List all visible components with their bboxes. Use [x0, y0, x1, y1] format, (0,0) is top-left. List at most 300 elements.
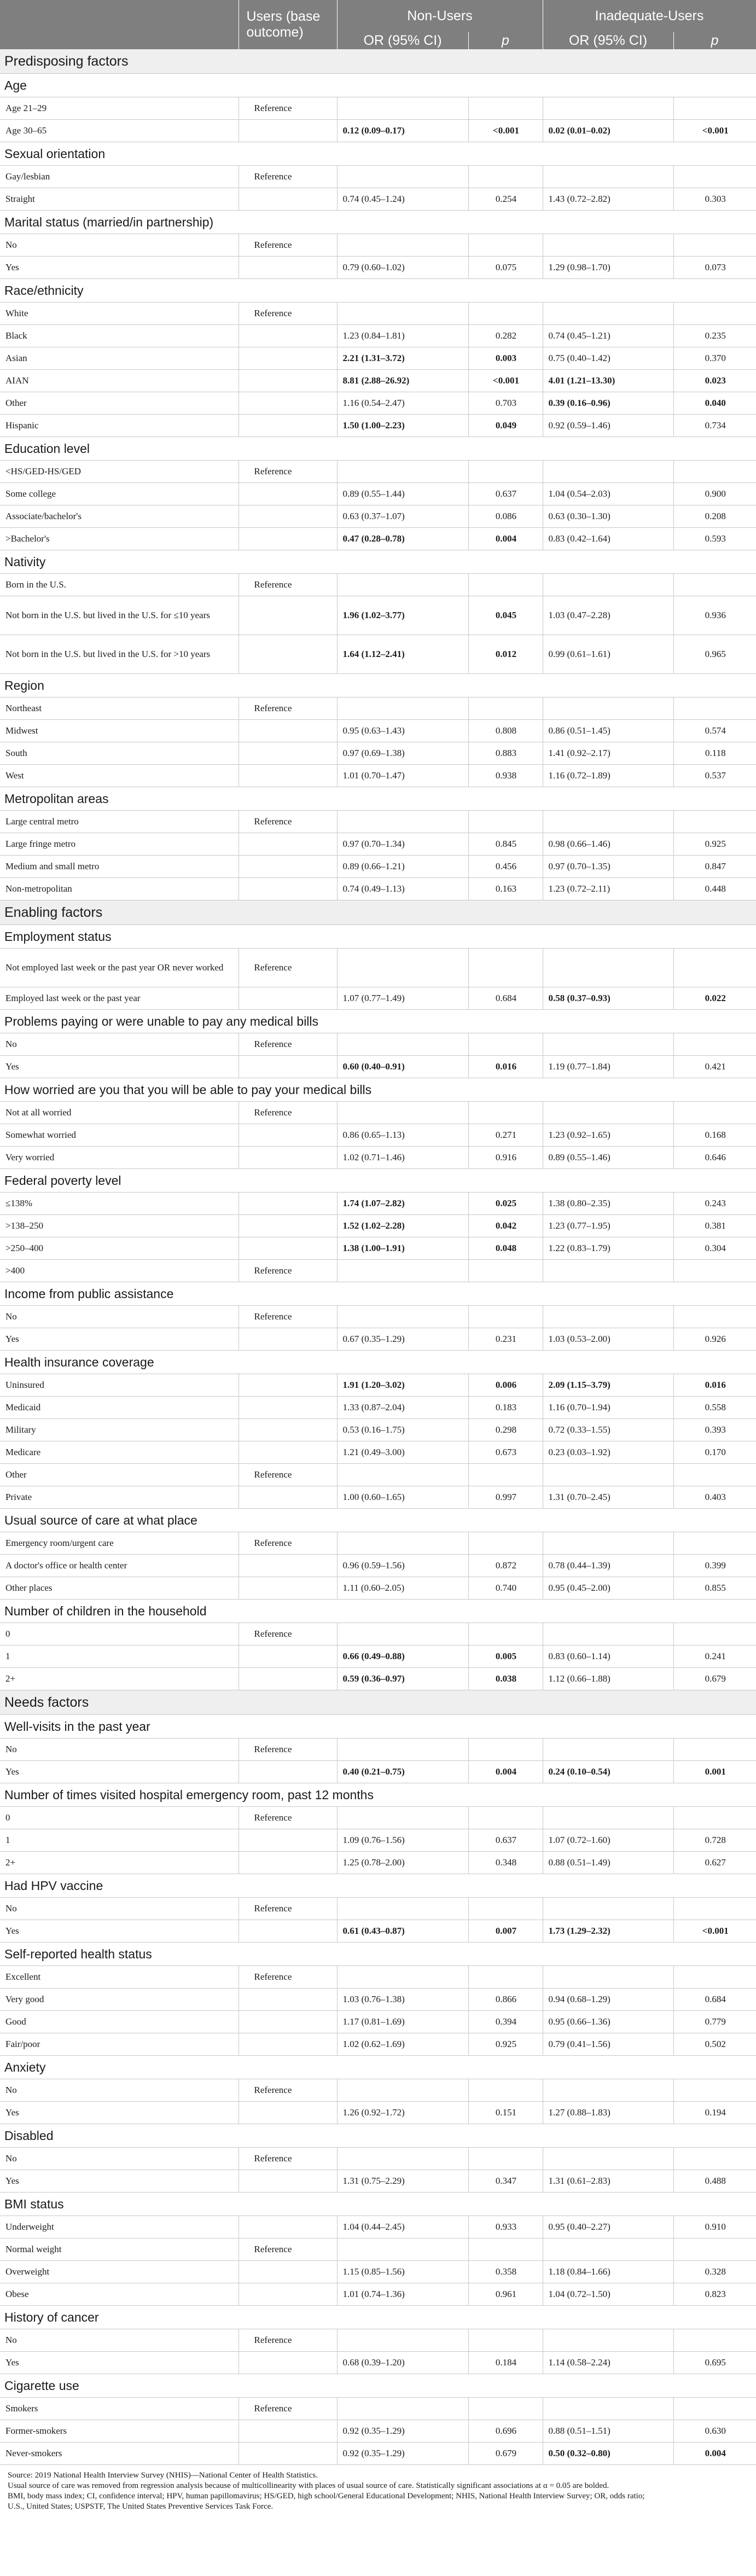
row-label: Emergency room/urgent care — [0, 1532, 239, 1555]
row-label: Not at all worried — [0, 1102, 239, 1124]
non-users-or-cell: 0.47 (0.28–0.78) — [337, 528, 468, 550]
non-users-or-cell: 1.15 (0.85–1.56) — [337, 2261, 468, 2283]
reference-cell — [239, 856, 337, 878]
reference-cell: Reference — [239, 303, 337, 325]
reference-cell: Reference — [239, 697, 337, 720]
inadequate-users-or-cell — [543, 461, 673, 483]
non-users-p-cell: 0.883 — [468, 742, 543, 765]
non-users-p-cell: 0.866 — [468, 1988, 543, 2011]
table-row — [0, 1920, 756, 1943]
table-row — [0, 1419, 756, 1441]
table-row — [0, 1988, 756, 2011]
inadequate-users-p-cell: 0.001 — [673, 1761, 756, 1783]
non-users-p-cell — [468, 1102, 543, 1124]
non-users-p-cell: 0.298 — [468, 1419, 543, 1441]
inadequate-users-or-cell — [543, 1102, 673, 1124]
non-users-p-cell — [468, 2079, 543, 2102]
table-row — [0, 1577, 756, 1600]
non-users-or-cell: 1.02 (0.62–1.69) — [337, 2033, 468, 2056]
non-users-p-cell — [468, 1464, 543, 1486]
reference-cell — [239, 987, 337, 1010]
table-row — [0, 697, 756, 720]
non-users-or-cell: 1.23 (0.84–1.81) — [337, 325, 468, 347]
group-heading: Sexual orientation — [0, 142, 756, 166]
row-label: >250–400 — [0, 1237, 239, 1260]
non-users-or-cell: 0.67 (0.35–1.29) — [337, 1328, 468, 1351]
group-heading: Age — [0, 74, 756, 97]
table-row — [0, 1102, 756, 1124]
non-users-p-cell: 0.004 — [468, 1761, 543, 1783]
inadequate-users-p-cell: 0.073 — [673, 257, 756, 279]
inadequate-users-p-cell: 0.381 — [673, 1215, 756, 1237]
reference-cell: Reference — [239, 461, 337, 483]
header-or-ci-1: OR (95% CI) — [337, 32, 468, 49]
non-users-p-cell: 0.696 — [468, 2420, 543, 2443]
inadequate-users-or-cell: 1.18 (0.84–1.66) — [543, 2261, 673, 2283]
non-users-or-cell — [337, 1102, 468, 1124]
group-row — [0, 1600, 756, 1623]
inadequate-users-p-cell: 0.695 — [673, 2352, 756, 2374]
row-label: Yes — [0, 2170, 239, 2193]
non-users-p-cell: 0.394 — [468, 2011, 543, 2033]
group-heading: Disabled — [0, 2124, 756, 2148]
inadequate-users-p-cell: 0.022 — [673, 987, 756, 1010]
reference-cell — [239, 833, 337, 856]
reference-cell — [239, 2352, 337, 2374]
row-label: Black — [0, 325, 239, 347]
inadequate-users-p-cell: 0.304 — [673, 1237, 756, 1260]
reference-cell — [239, 1920, 337, 1943]
group-row — [0, 1169, 756, 1193]
row-label: Non-metropolitan — [0, 878, 239, 900]
inadequate-users-p-cell: 0.855 — [673, 1577, 756, 1600]
non-users-or-cell — [337, 1464, 468, 1486]
inadequate-users-or-cell: 1.19 (0.77–1.84) — [543, 1056, 673, 1078]
non-users-p-cell — [468, 1260, 543, 1282]
non-users-or-cell — [337, 697, 468, 720]
group-row — [0, 787, 756, 811]
inadequate-users-or-cell — [543, 234, 673, 257]
inadequate-users-p-cell — [673, 811, 756, 833]
group-row — [0, 1943, 756, 1966]
row-label: Large central metro — [0, 811, 239, 833]
non-users-or-cell — [337, 303, 468, 325]
inadequate-users-or-cell: 0.79 (0.41–1.56) — [543, 2033, 673, 2056]
non-users-or-cell: 1.64 (1.12–2.41) — [337, 635, 468, 674]
inadequate-users-or-cell: 0.50 (0.32–0.80) — [543, 2443, 673, 2465]
row-label: Never-smokers — [0, 2443, 239, 2465]
non-users-or-cell: 0.60 (0.40–0.91) — [337, 1056, 468, 1078]
group-row — [0, 2306, 756, 2329]
table-notes — [0, 2465, 756, 2512]
non-users-p-cell: 0.016 — [468, 1056, 543, 1078]
non-users-or-cell: 1.38 (1.00–1.91) — [337, 1237, 468, 1260]
non-users-or-cell — [337, 97, 468, 120]
non-users-or-cell: 1.52 (1.02–2.28) — [337, 1215, 468, 1237]
reference-cell — [239, 1328, 337, 1351]
non-users-p-cell — [468, 234, 543, 257]
inadequate-users-or-cell — [543, 303, 673, 325]
inadequate-users-or-cell: 0.98 (0.66–1.46) — [543, 833, 673, 856]
row-label: Obese — [0, 2283, 239, 2306]
reference-cell — [239, 878, 337, 900]
inadequate-users-or-cell: 1.23 (0.92–1.65) — [543, 1124, 673, 1147]
non-users-p-cell — [468, 1966, 543, 1988]
non-users-or-cell: 0.97 (0.70–1.34) — [337, 833, 468, 856]
non-users-or-cell: 0.92 (0.35–1.29) — [337, 2443, 468, 2465]
row-label: Age 30–65 — [0, 120, 239, 142]
non-users-p-cell — [468, 1306, 543, 1328]
section-row — [0, 1690, 756, 1715]
inadequate-users-or-cell: 0.63 (0.30–1.30) — [543, 505, 673, 528]
non-users-or-cell: 0.12 (0.09–0.17) — [337, 120, 468, 142]
table-row — [0, 505, 756, 528]
row-label: Yes — [0, 2102, 239, 2124]
table-row — [0, 1645, 756, 1668]
table-row — [0, 1532, 756, 1555]
inadequate-users-p-cell: 0.537 — [673, 765, 756, 787]
group-row — [0, 1715, 756, 1738]
reference-cell — [239, 1668, 337, 1690]
inadequate-users-p-cell — [673, 2148, 756, 2170]
inadequate-users-or-cell — [543, 1738, 673, 1761]
inadequate-users-or-cell: 1.14 (0.58–2.24) — [543, 2352, 673, 2374]
non-users-or-cell: 1.16 (0.54–2.47) — [337, 392, 468, 415]
inadequate-users-or-cell: 0.86 (0.51–1.45) — [543, 720, 673, 742]
non-users-or-cell: 0.63 (0.37–1.07) — [337, 505, 468, 528]
reference-cell — [239, 1124, 337, 1147]
inadequate-users-p-cell: <0.001 — [673, 1920, 756, 1943]
inadequate-users-or-cell — [543, 697, 673, 720]
non-users-or-cell: 1.21 (0.49–3.00) — [337, 1441, 468, 1464]
reference-cell — [239, 2283, 337, 2306]
group-heading: Federal poverty level — [0, 1169, 756, 1193]
note-abbreviations: BMI, body mass index; CI, confidence interval; HPV, human papillomavirus; HS/GED, high school/General Educational Development; NHIS, National Health Interview Survey; OR, odds ratio; — [8, 2492, 645, 2501]
group-row — [0, 1010, 756, 1033]
inadequate-users-or-cell — [543, 2148, 673, 2170]
non-users-or-cell: 1.09 (0.76–1.56) — [337, 1829, 468, 1852]
table-row — [0, 765, 756, 787]
non-users-or-cell: 8.81 (2.88–26.92) — [337, 370, 468, 392]
inadequate-users-p-cell — [673, 97, 756, 120]
group-row — [0, 279, 756, 303]
row-label: 0 — [0, 1623, 239, 1645]
reference-cell: Reference — [239, 1260, 337, 1282]
non-users-or-cell — [337, 1807, 468, 1829]
reference-cell — [239, 2216, 337, 2238]
reference-cell — [239, 635, 337, 674]
non-users-or-cell: 1.33 (0.87–2.04) — [337, 1397, 468, 1419]
non-users-p-cell: 0.086 — [468, 505, 543, 528]
non-users-p-cell: 0.348 — [468, 1852, 543, 1874]
inadequate-users-or-cell: 1.22 (0.83–1.79) — [543, 1237, 673, 1260]
table-row — [0, 2170, 756, 2193]
reference-cell: Reference — [239, 1898, 337, 1920]
table-row — [0, 635, 756, 674]
row-label: 1 — [0, 1829, 239, 1852]
non-users-or-cell: 1.17 (0.81–1.69) — [337, 2011, 468, 2033]
non-users-p-cell: 0.183 — [468, 1397, 543, 1419]
non-users-or-cell: 1.31 (0.75–2.29) — [337, 2170, 468, 2193]
group-row — [0, 550, 756, 574]
non-users-p-cell: 0.637 — [468, 1829, 543, 1852]
non-users-or-cell — [337, 1898, 468, 1920]
non-users-or-cell: 1.01 (0.74–1.36) — [337, 2283, 468, 2306]
non-users-or-cell — [337, 166, 468, 188]
non-users-p-cell: 0.456 — [468, 856, 543, 878]
row-label: Yes — [0, 1920, 239, 1943]
non-users-or-cell: 0.89 (0.55–1.44) — [337, 483, 468, 505]
reference-cell — [239, 720, 337, 742]
table-row — [0, 2238, 756, 2261]
inadequate-users-or-cell: 4.01 (1.21–13.30) — [543, 370, 673, 392]
non-users-or-cell: 1.07 (0.77–1.49) — [337, 987, 468, 1010]
table-row — [0, 1033, 756, 1056]
reference-cell — [239, 325, 337, 347]
non-users-or-cell: 2.21 (1.31–3.72) — [337, 347, 468, 370]
inadequate-users-or-cell: 1.07 (0.72–1.60) — [543, 1829, 673, 1852]
inadequate-users-p-cell: 0.168 — [673, 1124, 756, 1147]
note-usual-source: Usual source of care was removed from regression analysis because of multicollinearity with places of usual source of care. Statistically significant associations at α = 0.05 are bolded. — [8, 2481, 609, 2490]
row-label: 1 — [0, 1645, 239, 1668]
non-users-or-cell: 0.89 (0.66–1.21) — [337, 856, 468, 878]
table-row — [0, 234, 756, 257]
row-label: No — [0, 1033, 239, 1056]
non-users-p-cell: 0.703 — [468, 392, 543, 415]
inadequate-users-p-cell: 0.910 — [673, 2216, 756, 2238]
non-users-or-cell: 1.25 (0.78–2.00) — [337, 1852, 468, 1874]
inadequate-users-or-cell: 1.23 (0.77–1.95) — [543, 1215, 673, 1237]
inadequate-users-p-cell: <0.001 — [673, 120, 756, 142]
inadequate-users-or-cell: 1.23 (0.72–2.11) — [543, 878, 673, 900]
reference-cell — [239, 415, 337, 437]
reference-cell — [239, 257, 337, 279]
inadequate-users-p-cell — [673, 1898, 756, 1920]
table-row — [0, 528, 756, 550]
inadequate-users-or-cell: 0.58 (0.37–0.93) — [543, 987, 673, 1010]
reference-cell — [239, 1237, 337, 1260]
reference-cell: Reference — [239, 1738, 337, 1761]
group-row — [0, 2124, 756, 2148]
non-users-p-cell — [468, 949, 543, 987]
inadequate-users-or-cell — [543, 574, 673, 596]
non-users-or-cell: 0.53 (0.16–1.75) — [337, 1419, 468, 1441]
table-row — [0, 1193, 756, 1215]
group-row — [0, 1351, 756, 1374]
inadequate-users-or-cell: 0.89 (0.55–1.46) — [543, 1147, 673, 1169]
inadequate-users-or-cell: 1.73 (1.29–2.32) — [543, 1920, 673, 1943]
group-heading: Number of children in the household — [0, 1600, 756, 1623]
reference-cell — [239, 483, 337, 505]
inadequate-users-p-cell — [673, 2079, 756, 2102]
table-row — [0, 2102, 756, 2124]
group-heading: Employment status — [0, 925, 756, 949]
reference-cell: Reference — [239, 2329, 337, 2352]
non-users-or-cell — [337, 2329, 468, 2352]
non-users-or-cell: 1.11 (0.60–2.05) — [337, 1577, 468, 1600]
non-users-or-cell — [337, 2079, 468, 2102]
table-row — [0, 1306, 756, 1328]
row-label: White — [0, 303, 239, 325]
inadequate-users-or-cell: 0.88 (0.51–1.49) — [543, 1852, 673, 1874]
non-users-p-cell — [468, 303, 543, 325]
reference-cell: Reference — [239, 1033, 337, 1056]
row-label: A doctor's office or health center — [0, 1555, 239, 1577]
non-users-or-cell: 0.40 (0.21–0.75) — [337, 1761, 468, 1783]
inadequate-users-p-cell: 0.004 — [673, 2443, 756, 2465]
row-label: Medicaid — [0, 1397, 239, 1419]
note-abbreviations-cont: U.S., United States; USPSTF, The United States Preventive Services Task Force. — [8, 2502, 274, 2511]
inadequate-users-or-cell: 0.24 (0.10–0.54) — [543, 1761, 673, 1783]
inadequate-users-or-cell: 0.39 (0.16–0.96) — [543, 392, 673, 415]
inadequate-users-p-cell: 0.847 — [673, 856, 756, 878]
non-users-p-cell — [468, 166, 543, 188]
non-users-p-cell: 0.004 — [468, 528, 543, 550]
row-label: No — [0, 1306, 239, 1328]
inadequate-users-p-cell: 0.393 — [673, 1419, 756, 1441]
group-heading: Anxiety — [0, 2056, 756, 2079]
inadequate-users-p-cell: 0.421 — [673, 1056, 756, 1078]
reference-cell — [239, 2443, 337, 2465]
reference-cell — [239, 1761, 337, 1783]
non-users-p-cell: 0.872 — [468, 1555, 543, 1577]
non-users-p-cell: 0.933 — [468, 2216, 543, 2238]
non-users-or-cell: 1.04 (0.44–2.45) — [337, 2216, 468, 2238]
inadequate-users-or-cell — [543, 811, 673, 833]
group-heading: Usual source of care at what place — [0, 1509, 756, 1532]
inadequate-users-p-cell — [673, 234, 756, 257]
non-users-p-cell — [468, 1898, 543, 1920]
reference-cell — [239, 1193, 337, 1215]
group-heading: Race/ethnicity — [0, 279, 756, 303]
non-users-or-cell: 1.26 (0.92–1.72) — [337, 2102, 468, 2124]
inadequate-users-p-cell: 0.900 — [673, 483, 756, 505]
inadequate-users-or-cell: 1.04 (0.54–2.03) — [543, 483, 673, 505]
table-row — [0, 1056, 756, 1078]
non-users-or-cell — [337, 234, 468, 257]
inadequate-users-p-cell: 0.627 — [673, 1852, 756, 1874]
header-or-ci-2: OR (95% CI) — [543, 32, 673, 49]
table-row — [0, 596, 756, 635]
reference-cell — [239, 742, 337, 765]
header-p-1: p — [468, 32, 543, 49]
non-users-p-cell: <0.001 — [468, 370, 543, 392]
table-row — [0, 1852, 756, 1874]
inadequate-users-p-cell: 0.118 — [673, 742, 756, 765]
reference-cell — [239, 370, 337, 392]
non-users-p-cell: 0.075 — [468, 257, 543, 279]
header-blank-2 — [0, 32, 239, 49]
row-label: No — [0, 1738, 239, 1761]
table-row — [0, 1486, 756, 1509]
non-users-or-cell: 1.02 (0.71–1.46) — [337, 1147, 468, 1169]
inadequate-users-p-cell: 0.403 — [673, 1486, 756, 1509]
reference-cell: Reference — [239, 1807, 337, 1829]
group-row — [0, 2374, 756, 2398]
non-users-p-cell: 0.845 — [468, 833, 543, 856]
non-users-p-cell — [468, 2398, 543, 2420]
inadequate-users-p-cell — [673, 1966, 756, 1988]
non-users-p-cell: 0.961 — [468, 2283, 543, 2306]
section-heading: Needs factors — [0, 1690, 756, 1715]
reference-cell — [239, 1215, 337, 1237]
group-heading: History of cancer — [0, 2306, 756, 2329]
table-row — [0, 1966, 756, 1988]
non-users-p-cell: 0.006 — [468, 1374, 543, 1397]
reference-cell — [239, 2033, 337, 2056]
row-label: Asian — [0, 347, 239, 370]
non-users-or-cell: 0.95 (0.63–1.43) — [337, 720, 468, 742]
table-row — [0, 1829, 756, 1852]
reference-cell — [239, 188, 337, 211]
header-blank — [0, 0, 239, 32]
inadequate-users-or-cell: 1.31 (0.61–2.83) — [543, 2170, 673, 2193]
non-users-p-cell: 0.163 — [468, 878, 543, 900]
inadequate-users-or-cell: 0.74 (0.45–1.21) — [543, 325, 673, 347]
inadequate-users-p-cell: 0.646 — [673, 1147, 756, 1169]
non-users-or-cell: 1.74 (1.07–2.82) — [337, 1193, 468, 1215]
row-label: No — [0, 234, 239, 257]
table-row — [0, 2352, 756, 2374]
table-row — [0, 461, 756, 483]
inadequate-users-p-cell — [673, 2398, 756, 2420]
group-heading: Self-reported health status — [0, 1943, 756, 1966]
inadequate-users-p-cell: 0.488 — [673, 2170, 756, 2193]
row-label: Hispanic — [0, 415, 239, 437]
reference-cell: Reference — [239, 1623, 337, 1645]
inadequate-users-or-cell: 1.38 (0.80–2.35) — [543, 1193, 673, 1215]
table-row — [0, 1898, 756, 1920]
row-label: Very worried — [0, 1147, 239, 1169]
header-users: Users (base outcome) — [239, 0, 337, 49]
reference-cell: Reference — [239, 166, 337, 188]
row-label: Former-smokers — [0, 2420, 239, 2443]
row-label: Other — [0, 1464, 239, 1486]
table-row — [0, 949, 756, 987]
non-users-or-cell — [337, 1966, 468, 1988]
group-heading: Problems paying or were unable to pay any medical bills — [0, 1010, 756, 1033]
inadequate-users-or-cell: 1.16 (0.72–1.89) — [543, 765, 673, 787]
table-header — [0, 0, 756, 49]
row-label: Age 21–29 — [0, 97, 239, 120]
non-users-or-cell — [337, 1623, 468, 1645]
table-row — [0, 720, 756, 742]
row-label: Not employed last week or the past year OR never worked — [0, 949, 239, 987]
group-row — [0, 211, 756, 234]
non-users-or-cell: 0.86 (0.65–1.13) — [337, 1124, 468, 1147]
non-users-p-cell: 0.673 — [468, 1441, 543, 1464]
non-users-or-cell — [337, 1260, 468, 1282]
inadequate-users-or-cell: 0.78 (0.44–1.39) — [543, 1555, 673, 1577]
inadequate-users-p-cell: 0.926 — [673, 1328, 756, 1351]
inadequate-users-or-cell: 1.43 (0.72–2.82) — [543, 188, 673, 211]
non-users-p-cell: 0.679 — [468, 2443, 543, 2465]
table-row — [0, 574, 756, 596]
inadequate-users-p-cell — [673, 2329, 756, 2352]
reference-cell — [239, 2011, 337, 2033]
row-label: Not born in the U.S. but lived in the U.S. for ≤10 years — [0, 596, 239, 635]
reference-cell: Reference — [239, 811, 337, 833]
non-users-p-cell — [468, 1738, 543, 1761]
inadequate-users-or-cell: 0.02 (0.01–0.02) — [543, 120, 673, 142]
reference-cell: Reference — [239, 2238, 337, 2261]
inadequate-users-p-cell — [673, 461, 756, 483]
group-row — [0, 2193, 756, 2216]
inadequate-users-p-cell: 0.040 — [673, 392, 756, 415]
table-row — [0, 1147, 756, 1169]
table-row — [0, 2398, 756, 2420]
reference-cell — [239, 596, 337, 635]
